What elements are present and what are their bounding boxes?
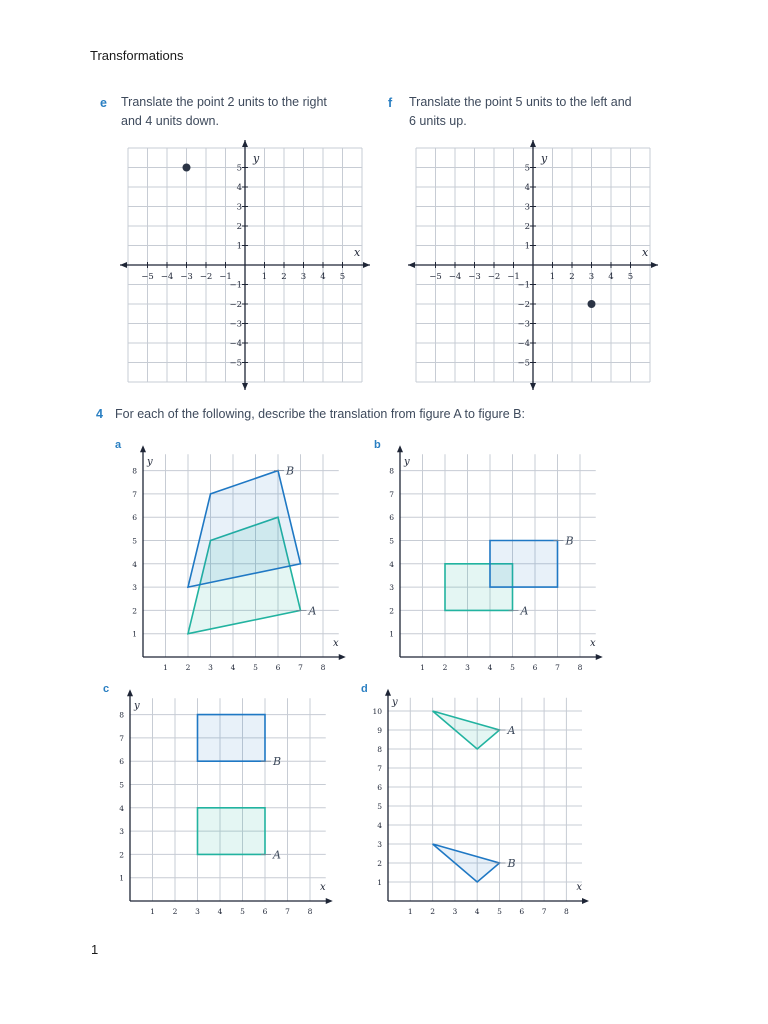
question-f-line-1: Translate the point 5 units to the left and bbox=[409, 95, 632, 109]
y-tick-label: 5 bbox=[119, 780, 124, 790]
x-axis-arrow bbox=[651, 262, 658, 268]
y-axis-arrow bbox=[385, 689, 391, 696]
plotted-point bbox=[588, 300, 596, 308]
y-axis-label: y bbox=[253, 152, 260, 165]
x-axis-arrow bbox=[339, 654, 346, 660]
x-tick-label: 1 bbox=[420, 663, 425, 672]
y-tick-label: 8 bbox=[119, 710, 124, 720]
x-tick-label: 1 bbox=[150, 907, 155, 916]
x-tick-label: 3 bbox=[300, 272, 307, 282]
x-tick-label: −2 bbox=[487, 272, 501, 282]
figure-a-label: A bbox=[273, 848, 281, 862]
y-axis-arrow bbox=[242, 383, 248, 390]
x-axis-label: x bbox=[354, 246, 361, 259]
y-tick-label: 6 bbox=[119, 757, 124, 767]
y-tick-label: 2 bbox=[389, 606, 394, 616]
x-tick-label: 2 bbox=[172, 907, 178, 916]
y-tick-label: 1 bbox=[389, 629, 394, 639]
y-tick-label: 6 bbox=[389, 513, 394, 523]
figure-b-label: B bbox=[507, 857, 516, 870]
y-tick-label: 8 bbox=[377, 745, 382, 754]
y-axis-label: y bbox=[404, 456, 410, 468]
figure-b bbox=[490, 541, 558, 588]
y-tick-label: 5 bbox=[132, 536, 137, 546]
y-axis-label: y bbox=[134, 700, 140, 712]
x-tick-label: 3 bbox=[195, 907, 200, 916]
y-tick-label: 4 bbox=[389, 559, 394, 569]
x-tick-label: 5 bbox=[339, 272, 346, 282]
y-tick-label: 2 bbox=[119, 850, 124, 860]
y-tick-label: 8 bbox=[132, 466, 137, 476]
y-axis-arrow bbox=[397, 445, 403, 452]
y-axis-arrow bbox=[127, 689, 133, 696]
y-tick-label: 4 bbox=[132, 559, 137, 569]
plotted-point bbox=[183, 164, 191, 172]
question-e-letter: e bbox=[100, 96, 107, 110]
x-tick-label: 5 bbox=[253, 663, 258, 672]
x-tick-label: 2 bbox=[430, 907, 435, 916]
x-axis-label: x bbox=[642, 246, 649, 259]
x-tick-label: 4 bbox=[320, 272, 326, 282]
y-tick-label: 7 bbox=[377, 764, 382, 773]
y-tick-label: 3 bbox=[524, 202, 530, 213]
y-axis-arrow bbox=[530, 140, 536, 147]
y-tick-label: 1 bbox=[119, 873, 124, 883]
y-tick-label: 5 bbox=[236, 163, 242, 174]
y-tick-label: 6 bbox=[377, 783, 382, 792]
figure-b-label: B bbox=[273, 755, 282, 769]
y-tick-label: −5 bbox=[517, 358, 530, 369]
y-tick-label: 2 bbox=[236, 222, 242, 232]
x-tick-label: 6 bbox=[275, 663, 281, 672]
y-tick-label: 3 bbox=[389, 583, 394, 593]
x-axis-arrow bbox=[120, 262, 127, 268]
y-tick-label: 1 bbox=[236, 241, 242, 252]
graph-d bbox=[365, 686, 605, 916]
x-tick-label: 4 bbox=[217, 907, 223, 916]
x-axis-arrow bbox=[363, 262, 370, 268]
x-tick-label: 6 bbox=[532, 663, 538, 672]
y-tick-label: −3 bbox=[229, 319, 242, 330]
figure-b-label: B bbox=[286, 464, 295, 478]
question-e-line-1: Translate the point 2 units to the right bbox=[121, 95, 327, 109]
y-tick-label: 4 bbox=[377, 821, 382, 830]
y-tick-label: 6 bbox=[132, 513, 137, 523]
y-tick-label: −3 bbox=[517, 319, 530, 330]
x-tick-label: 3 bbox=[452, 907, 458, 916]
y-tick-label: −1 bbox=[517, 280, 530, 291]
x-tick-label: 2 bbox=[569, 272, 575, 282]
x-tick-label: 5 bbox=[627, 272, 634, 282]
x-tick-label: −1 bbox=[507, 272, 520, 282]
y-tick-label: 4 bbox=[236, 183, 242, 193]
y-tick-label: 3 bbox=[119, 827, 124, 837]
graph-f bbox=[408, 140, 658, 390]
x-tick-label: 4 bbox=[487, 663, 493, 672]
y-axis-arrow bbox=[140, 445, 146, 452]
x-tick-label: 4 bbox=[474, 907, 480, 916]
y-tick-label: 5 bbox=[524, 163, 530, 174]
x-axis-label: x bbox=[320, 882, 326, 893]
figure-b-label: B bbox=[565, 534, 574, 548]
x-tick-label: −5 bbox=[141, 272, 154, 282]
graph-e bbox=[120, 140, 370, 390]
x-axis-label: x bbox=[576, 882, 583, 893]
x-tick-label: 5 bbox=[240, 907, 245, 916]
x-tick-label: 2 bbox=[185, 663, 191, 672]
x-tick-label: 5 bbox=[510, 663, 515, 672]
x-tick-label: −2 bbox=[199, 272, 213, 282]
page-title: Transformations bbox=[90, 48, 184, 63]
y-tick-label: 1 bbox=[132, 629, 137, 639]
y-tick-label: 4 bbox=[119, 803, 124, 813]
y-tick-label: 5 bbox=[389, 536, 394, 546]
figure-a-label: A bbox=[308, 604, 317, 618]
x-tick-label: 8 bbox=[320, 663, 326, 672]
x-tick-label: 1 bbox=[549, 272, 556, 282]
y-tick-label: −4 bbox=[229, 339, 242, 349]
y-tick-label: 2 bbox=[524, 222, 530, 232]
x-tick-label: 3 bbox=[465, 663, 470, 672]
y-tick-label: 7 bbox=[119, 733, 124, 743]
x-tick-label: 6 bbox=[262, 907, 268, 916]
part-d-letter: d bbox=[361, 683, 368, 695]
x-tick-label: 6 bbox=[519, 907, 525, 916]
part-a-letter: a bbox=[115, 439, 122, 451]
x-tick-label: −3 bbox=[468, 272, 481, 282]
y-tick-label: 3 bbox=[377, 840, 382, 849]
x-tick-label: 1 bbox=[261, 272, 268, 282]
x-tick-label: 4 bbox=[230, 663, 236, 672]
x-tick-label: −4 bbox=[160, 272, 174, 282]
question-f-text bbox=[409, 93, 632, 131]
question-f-letter: f bbox=[388, 96, 393, 110]
question-4-prompt: For each of the following, describe the translation from figure A to figure B: bbox=[115, 407, 525, 421]
y-axis-arrow bbox=[530, 383, 536, 390]
graph-a bbox=[120, 440, 360, 680]
x-tick-label: 8 bbox=[564, 907, 569, 916]
y-axis-arrow bbox=[242, 140, 248, 147]
y-tick-label: 1 bbox=[377, 878, 382, 887]
question-e-text bbox=[121, 93, 327, 131]
x-axis-arrow bbox=[596, 654, 603, 660]
x-tick-label: 7 bbox=[285, 907, 290, 916]
y-tick-label: −5 bbox=[229, 358, 242, 369]
x-tick-label: 8 bbox=[577, 663, 583, 672]
question-4-number: 4 bbox=[96, 407, 103, 421]
x-tick-label: 2 bbox=[442, 663, 448, 672]
x-axis-label: x bbox=[333, 638, 339, 649]
part-c-letter: c bbox=[103, 683, 110, 695]
x-axis-arrow bbox=[408, 262, 415, 268]
x-tick-label: 4 bbox=[608, 272, 614, 282]
x-tick-label: −4 bbox=[448, 272, 462, 282]
figure-a-label: A bbox=[520, 604, 529, 618]
graph-b bbox=[380, 440, 620, 680]
page-number: 1 bbox=[91, 942, 99, 957]
x-tick-label: 3 bbox=[208, 663, 213, 672]
figure-b bbox=[198, 715, 266, 762]
question-e-line-2: and 4 units down. bbox=[121, 114, 219, 128]
y-tick-label: −2 bbox=[517, 300, 530, 310]
y-axis-label: y bbox=[392, 697, 398, 708]
y-tick-label: 3 bbox=[236, 202, 242, 213]
y-tick-label: −1 bbox=[229, 280, 242, 291]
y-tick-label: 2 bbox=[132, 606, 137, 616]
y-axis-label: y bbox=[147, 456, 153, 468]
x-tick-label: 3 bbox=[588, 272, 595, 282]
y-axis-label: y bbox=[541, 152, 548, 165]
y-tick-label: 1 bbox=[524, 241, 530, 252]
y-tick-label: 8 bbox=[389, 466, 394, 476]
y-tick-label: 7 bbox=[389, 489, 394, 499]
x-tick-label: −5 bbox=[429, 272, 442, 282]
question-f-line-2: 6 units up. bbox=[409, 114, 467, 128]
y-tick-label: −4 bbox=[517, 339, 530, 349]
y-tick-label: 10 bbox=[372, 707, 382, 716]
x-tick-label: 7 bbox=[298, 663, 303, 672]
y-tick-label: 7 bbox=[132, 489, 137, 499]
y-tick-label: −2 bbox=[229, 300, 242, 310]
y-tick-label: 4 bbox=[524, 183, 530, 193]
x-tick-label: 7 bbox=[541, 907, 547, 916]
x-tick-label: 5 bbox=[497, 907, 502, 916]
x-tick-label: −3 bbox=[180, 272, 193, 282]
y-tick-label: 2 bbox=[377, 859, 382, 868]
x-tick-label: 1 bbox=[407, 907, 413, 916]
part-b-letter: b bbox=[374, 439, 381, 451]
x-tick-label: 1 bbox=[163, 663, 168, 672]
y-tick-label: 5 bbox=[377, 802, 382, 811]
figure-a bbox=[198, 808, 266, 855]
figure-a-label: A bbox=[507, 724, 516, 737]
y-tick-label: 9 bbox=[377, 726, 382, 735]
graph-c bbox=[110, 686, 350, 916]
x-axis-arrow bbox=[326, 898, 333, 904]
x-tick-label: −1 bbox=[219, 272, 232, 282]
x-tick-label: 2 bbox=[281, 272, 287, 282]
x-tick-label: 7 bbox=[555, 663, 560, 672]
x-tick-label: 8 bbox=[307, 907, 313, 916]
y-tick-label: 3 bbox=[132, 583, 137, 593]
x-axis-label: x bbox=[590, 638, 596, 649]
x-axis-arrow bbox=[582, 898, 589, 904]
